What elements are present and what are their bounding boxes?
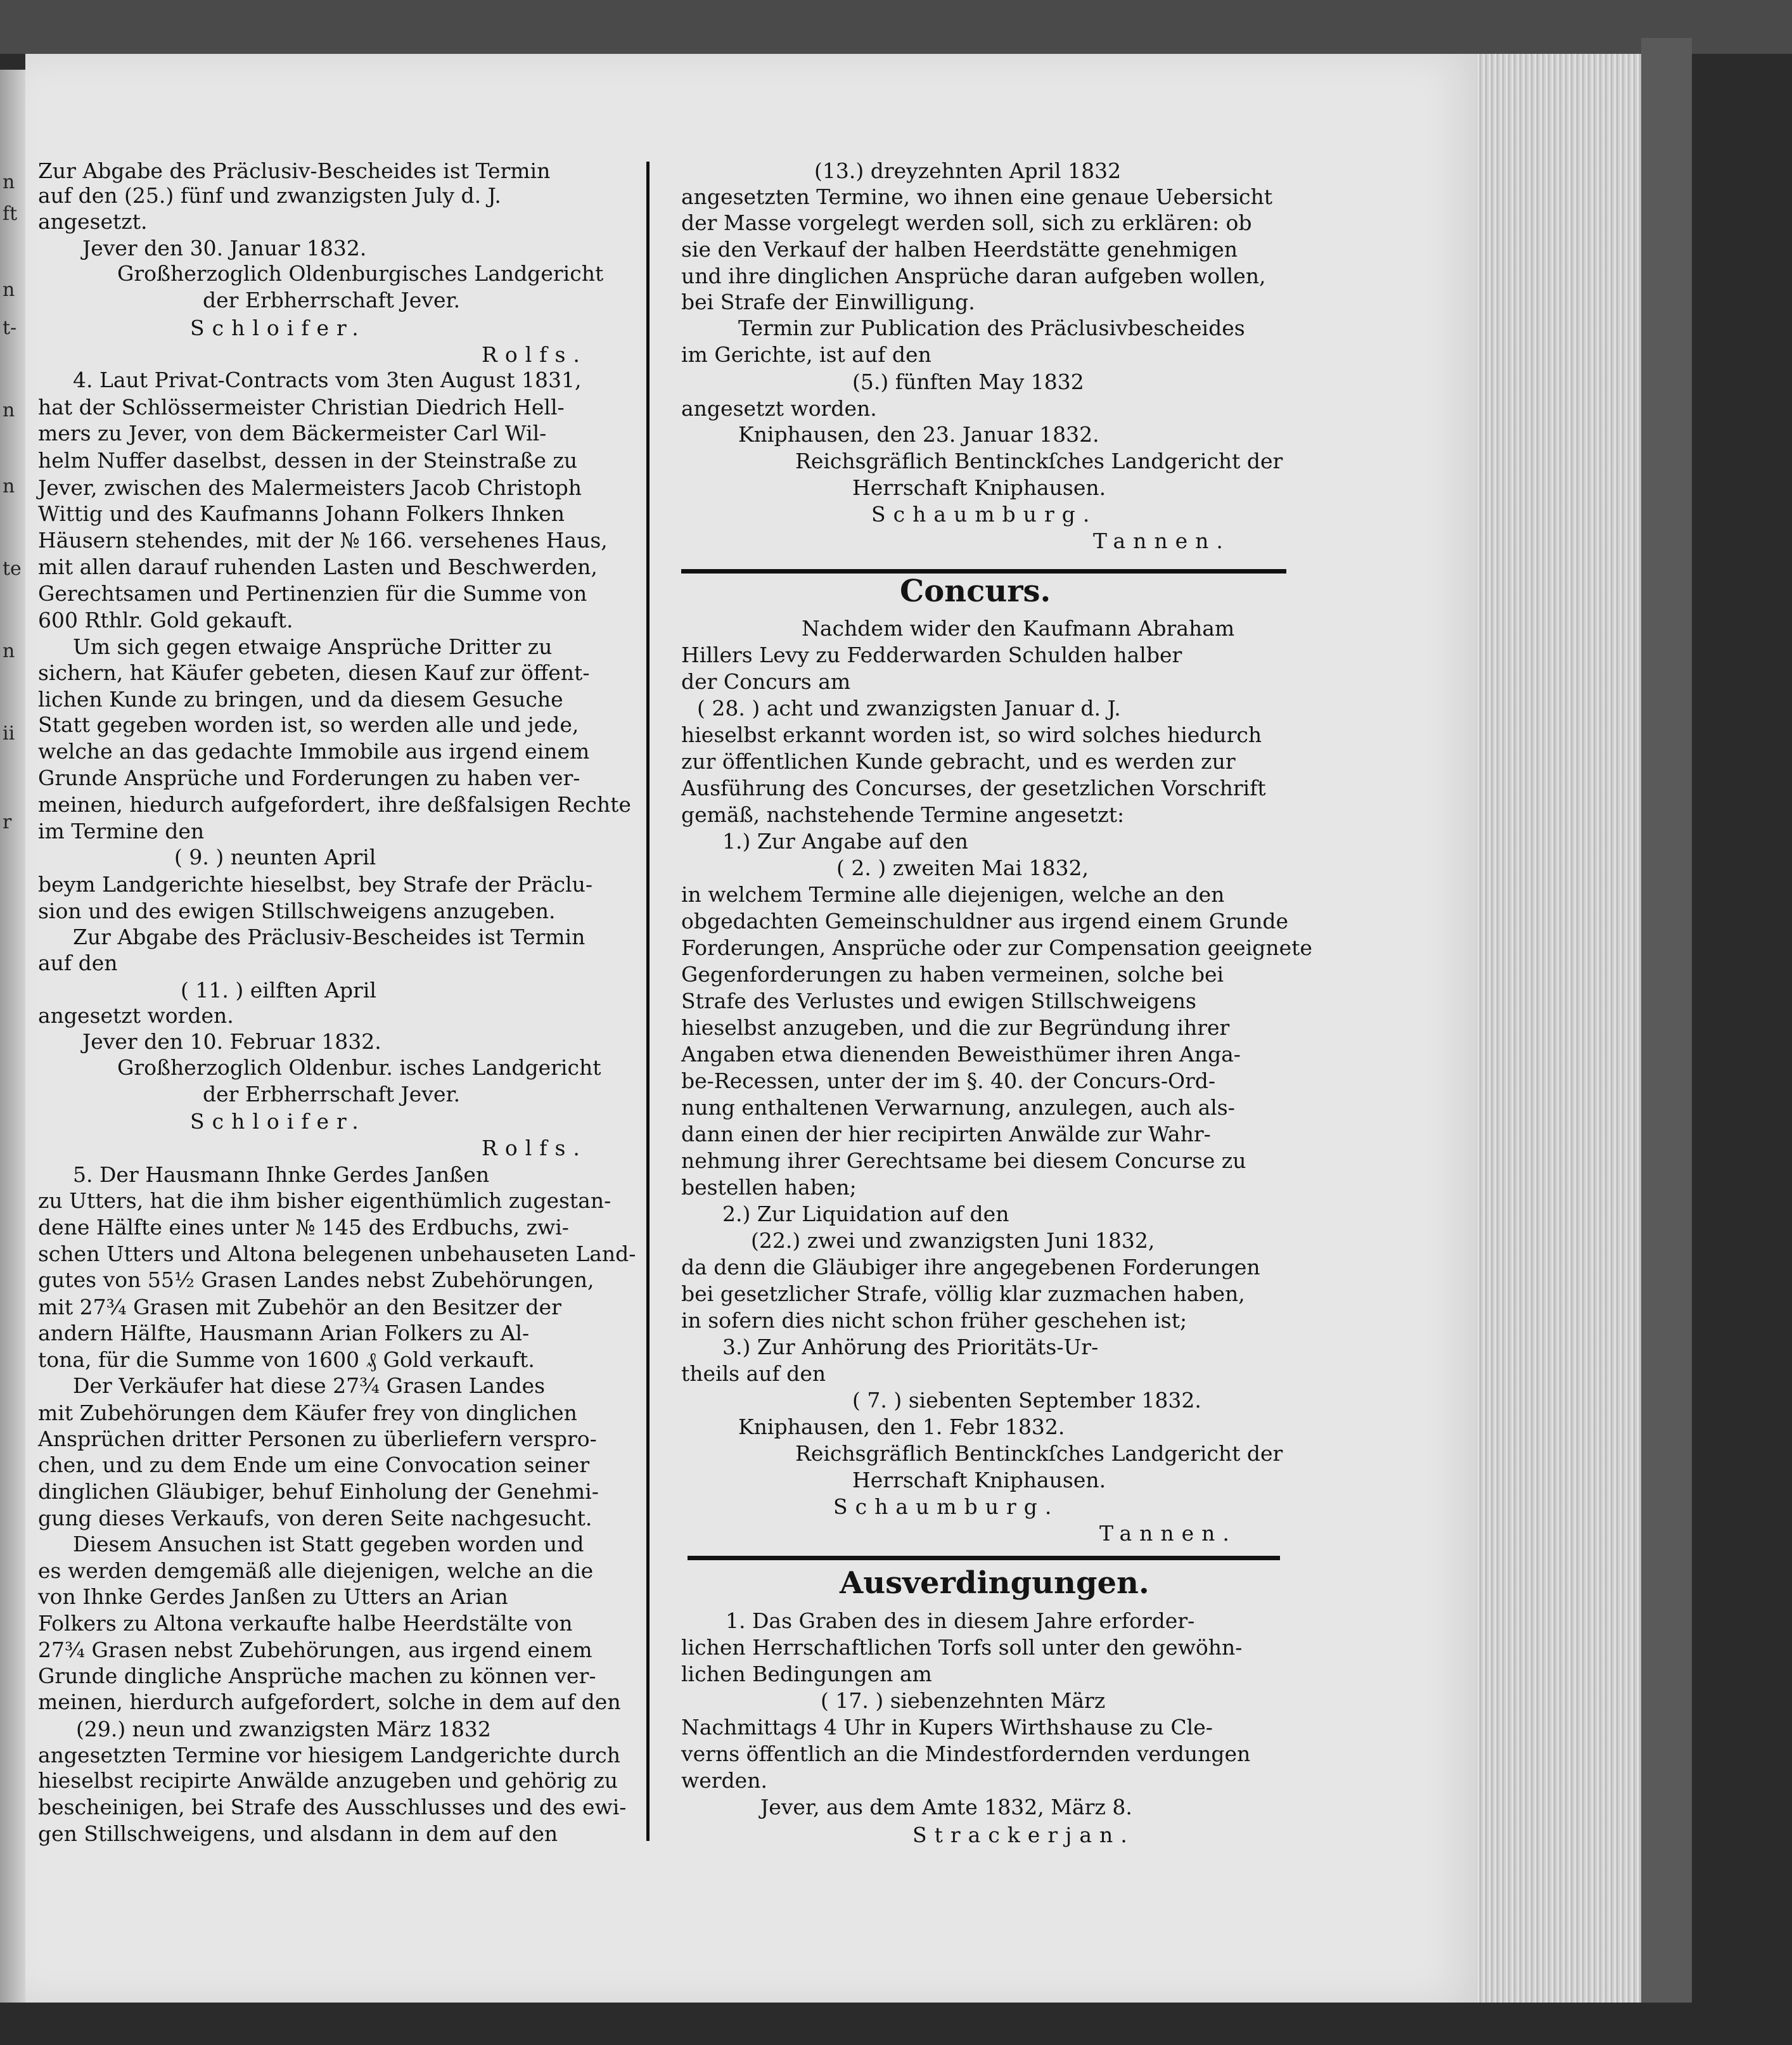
margin-fragment: te bbox=[3, 558, 22, 580]
signature: Rolfs. bbox=[482, 342, 587, 367]
text-line: 1.) Zur Angabe auf den bbox=[722, 829, 968, 854]
text-line: Angaben etwa dienenden Beweisthümer ihren Anga- bbox=[681, 1042, 1241, 1067]
margin-fragment: ft bbox=[3, 203, 18, 225]
column-divider bbox=[646, 162, 650, 1841]
page-edges bbox=[1476, 54, 1641, 2003]
text-line: mit allen darauf ruhenden Lasten und Beschwerden, bbox=[38, 555, 598, 579]
text-line: Hillers Levy zu Fedderwarden Schulden halber bbox=[681, 643, 1182, 667]
signature: Schloifer. bbox=[190, 316, 366, 340]
notice-text: Zur Abgabe des Präclusiv-Bescheides ist Termin bbox=[38, 158, 551, 183]
text-line: gutes von 55½ Grasen Landes nebst Zubehörungen, bbox=[38, 1267, 594, 1292]
text-line: (13.) dreyzehnten April 1832 bbox=[814, 158, 1122, 183]
text-line: theils auf den bbox=[681, 1361, 826, 1386]
text-line: bei Strafe der Einwilligung. bbox=[681, 290, 975, 314]
text-line: dene Hälfte eines unter № 145 des Erdbuchs, zwi- bbox=[38, 1215, 569, 1240]
text-line: der Erbherrschaft Jever. bbox=[203, 288, 461, 312]
text-line: angesetzt worden. bbox=[681, 396, 877, 421]
text-line: Grunde dingliche Ansprüche machen zu können ver- bbox=[38, 1664, 596, 1688]
section-heading: Concurs. bbox=[900, 574, 1051, 609]
text-line: dann einen der hier recipirten Anwälde zur Wahr- bbox=[681, 1122, 1211, 1146]
text-line: obgedachten Gemeinschuldner aus irgend einem Grunde bbox=[681, 909, 1289, 933]
text-line: nehmung ihrer Gerechtsame bei diesem Concurse zu bbox=[681, 1148, 1246, 1173]
text-line: angesetzt. bbox=[38, 209, 148, 234]
signature: Schaumburg. bbox=[871, 502, 1098, 527]
text-line: Kniphausen, den 1. Febr 1832. bbox=[738, 1414, 1065, 1439]
text-line: Reichsgräflich Bentinckſches Landgericht der bbox=[795, 449, 1283, 473]
text-line: 4. Laut Privat-Contracts vom 3ten August 1831, bbox=[73, 368, 582, 392]
text-line: im Termine den bbox=[38, 819, 205, 843]
text-line: schen Utters und Altona belegenen unbehauseten Land- bbox=[38, 1241, 636, 1266]
text-line: dinglichen Gläubiger, behuf Einholung der Genehmi- bbox=[38, 1479, 599, 1504]
text-line: Folkers zu Altona verkaufte halbe Heerdstälte von bbox=[38, 1611, 573, 1636]
text-line: bestellen haben; bbox=[681, 1175, 857, 1200]
text-line: es werden demgemäß alle diejenigen, welche an die bbox=[38, 1558, 594, 1583]
text-line: helm Nuffer daselbst, dessen in der Steinstraße zu bbox=[38, 448, 578, 473]
text-line: auf den (25.) fünf und zwanzigsten July d. J. bbox=[38, 183, 501, 208]
text-line: Nachdem wider den Kaufmann Abraham bbox=[802, 616, 1235, 641]
margin-fragment: n bbox=[3, 399, 15, 421]
text-line: der Concurs am bbox=[681, 669, 851, 694]
text-line: 1. Das Graben des in diesem Jahre erforder- bbox=[726, 1608, 1195, 1633]
text-line: hat der Schlössermeister Christian Diedrich Hell- bbox=[38, 395, 565, 420]
book-cover-right bbox=[1641, 38, 1692, 2003]
text-line: der Masse vorgelegt werden soll, sich zu erklären: ob bbox=[681, 210, 1252, 235]
text-line: Gerechtsamen und Pertinenzien für die Summe von bbox=[38, 581, 587, 606]
signature: Strackerjan. bbox=[912, 1823, 1135, 1847]
facing-page-edge bbox=[0, 70, 25, 2003]
text-line: angesetzten Termine vor hiesigem Landgerichte durch bbox=[38, 1743, 620, 1767]
signature: Schloifer. bbox=[190, 1109, 366, 1134]
text-line: hieselbst erkannt worden ist, so wird solches hiedurch bbox=[681, 722, 1262, 747]
section-rule bbox=[688, 1556, 1280, 1560]
text-line: welche an das gedachte Immobile aus irgend einem bbox=[38, 739, 590, 764]
text-line: Herrschaft Kniphausen. bbox=[852, 475, 1106, 500]
text-line: meinen, hierdurch aufgefordert, solche in dem auf den bbox=[38, 1689, 621, 1714]
text-line: in welchem Termine alle diejenigen, welche an den bbox=[681, 882, 1225, 907]
text-line: 600 Rthlr. Gold gekauft. bbox=[38, 608, 293, 632]
text-line: Wittig und des Kaufmanns Johann Folkers Ihnken bbox=[38, 501, 565, 526]
text-line: lichen Kunde zu bringen, und da diesem Gesuche bbox=[38, 687, 563, 712]
text-line: Ausführung des Concurses, der gesetzlichen Vorschrift bbox=[681, 776, 1266, 800]
text-line: auf den bbox=[38, 951, 118, 975]
text-line: mit Zubehörungen dem Käufer frey von dinglichen bbox=[38, 1401, 577, 1425]
text-line: (5.) fünften May 1832 bbox=[852, 369, 1084, 394]
text-line: Kniphausen, den 23. Januar 1832. bbox=[738, 422, 1099, 447]
margin-fragment: n bbox=[3, 171, 15, 193]
margin-fragment: n bbox=[3, 640, 15, 662]
text-line: Diesem Ansuchen ist Statt gegeben worden und bbox=[73, 1532, 584, 1556]
text-line: Nachmittags 4 Uhr in Kupers Wirthshause zu Cle- bbox=[681, 1715, 1213, 1740]
text-line: 3.) Zur Anhörung des Prioritäts-Ur- bbox=[722, 1335, 1099, 1359]
margin-fragment: r bbox=[3, 811, 12, 833]
text-line: 27¾ Grasen nebst Zubehörungen, aus irgend einem bbox=[38, 1638, 592, 1662]
signature: Rolfs. bbox=[482, 1136, 587, 1160]
text-line: Jever den 10. Februar 1832. bbox=[82, 1029, 381, 1054]
text-line: mit 27¾ Grasen mit Zubehör an den Besitzer der bbox=[38, 1295, 561, 1319]
text-line: gung dieses Verkaufs, von deren Seite nachgesucht. bbox=[38, 1506, 592, 1530]
text-line: zur öffentlichen Kunde gebracht, und es werden zur bbox=[681, 749, 1236, 774]
text-line: Jever, zwischen des Malermeisters Jacob Christoph bbox=[38, 475, 582, 500]
text-line: angesetzt worden. bbox=[38, 1003, 234, 1028]
text-line: hieselbst anzugeben, und die zur Begründung ihrer bbox=[681, 1015, 1230, 1040]
text-line: Zur Abgabe des Präclusiv-Bescheides ist Termin bbox=[73, 925, 586, 949]
text-line: verns öffentlich an die Mindestfordernden verdungen bbox=[681, 1741, 1251, 1766]
text-line: werden. bbox=[681, 1768, 767, 1793]
text-line: bei gesetzlicher Strafe, völlig klar zuzmachen haben, bbox=[681, 1281, 1245, 1306]
text-line: andern Hälfte, Hausmann Arian Folkers zu Al- bbox=[38, 1321, 530, 1345]
text-line: da denn die Gläubiger ihre angegebenen Forderungen bbox=[681, 1255, 1260, 1279]
text-line: von Ihnke Gerdes Janßen zu Utters an Arian bbox=[38, 1584, 508, 1609]
text-line: sie den Verkauf der halben Heerdstätte genehmigen bbox=[681, 237, 1238, 262]
text-line: der Erbherrschaft Jever. bbox=[203, 1082, 461, 1106]
text-line: Herrschaft Kniphausen. bbox=[852, 1468, 1106, 1492]
text-line: gen Stillschweigens, und alsdann in dem auf den bbox=[38, 1821, 558, 1846]
text-line: mers zu Jever, von dem Bäckermeister Carl Wil- bbox=[38, 421, 547, 446]
text-line: (22.) zwei und zwanzigsten Juni 1832, bbox=[751, 1228, 1155, 1253]
text-line: Statt gegeben worden ist, so werden alle und jede, bbox=[38, 712, 579, 737]
text-line: zu Utters, hat die ihm bisher eigenthümlich zugestan- bbox=[38, 1188, 611, 1213]
text-line: im Gerichte, ist auf den bbox=[681, 342, 931, 367]
text-line: Ansprüchen dritter Personen zu überliefern verspro- bbox=[38, 1426, 597, 1451]
text-line: (29.) neun und zwanzigsten März 1832 bbox=[76, 1717, 491, 1741]
text-line: Jever, aus dem Amte 1832, März 8. bbox=[760, 1795, 1132, 1819]
text-line: 2.) Zur Liquidation auf den bbox=[722, 1202, 1009, 1226]
text-line: angesetzten Termine, wo ihnen eine genaue Uebersicht bbox=[681, 184, 1272, 209]
text-line: Forderungen, Ansprüche oder zur Compensation geeignete bbox=[681, 935, 1312, 960]
text-line: ( 17. ) siebenzehnten März bbox=[821, 1688, 1106, 1713]
text-line: lichen Bedingungen am bbox=[681, 1662, 932, 1686]
section-heading: Ausverdingungen. bbox=[840, 1565, 1149, 1601]
text-line: Der Verkäufer hat diese 27¾ Grasen Landes bbox=[73, 1373, 546, 1398]
text-line: 5. Der Hausmann Ihnke Gerdes Janßen bbox=[73, 1162, 490, 1187]
margin-fragment: n bbox=[3, 475, 15, 497]
text-line: Termin zur Publication des Präclusivbescheides bbox=[738, 316, 1245, 340]
text-line: gemäß, nachstehende Termine angesetzt: bbox=[681, 802, 1125, 827]
signature: Tannen. bbox=[1099, 1521, 1237, 1546]
text-line: Häusern stehendes, mit der № 166. versehenes Haus, bbox=[38, 528, 608, 553]
text-line: Grunde Ansprüche und Forderungen zu haben ver- bbox=[38, 766, 580, 790]
text-line: Strafe des Verlustes und ewigen Stillschweigens bbox=[681, 989, 1196, 1013]
text-line: lichen Herrschaftlichen Torfs soll unter den gewöhn- bbox=[681, 1635, 1243, 1660]
text-line: ( 2. ) zweiten Mai 1832, bbox=[836, 856, 1089, 880]
margin-fragment: ii bbox=[3, 722, 15, 745]
text-line: bescheinigen, bei Strafe des Ausschlusses und des ewi- bbox=[38, 1795, 627, 1819]
text-line: meinen, hiedurch aufgefordert, ihre deßfalsigen Rechte bbox=[38, 792, 631, 817]
text-line: und ihre dinglichen Ansprüche daran aufgeben wollen, bbox=[681, 264, 1266, 288]
text-line: be-Recessen, unter der im §. 40. der Concurs-Ord- bbox=[681, 1068, 1216, 1093]
court-name: Großherzoglich Oldenburgisches Landgericht bbox=[117, 261, 604, 286]
text-line: ( 28. ) acht und zwanzigsten Januar d. J. bbox=[697, 696, 1121, 721]
book-cover-top bbox=[0, 0, 1792, 54]
text-line: Großherzoglich Oldenbur. isches Landgericht bbox=[117, 1055, 601, 1080]
signature: Schaumburg. bbox=[833, 1494, 1059, 1519]
margin-fragment: n bbox=[3, 279, 15, 301]
text-line: in sofern dies nicht schon früher geschehen ist; bbox=[681, 1308, 1187, 1333]
text-line: sichern, hat Käufer gebeten, diesen Kauf zur öffent- bbox=[38, 660, 590, 685]
signature: Tannen. bbox=[1093, 529, 1231, 553]
text-line: Jever den 30. Januar 1832. bbox=[82, 236, 367, 260]
text-line: tona, für die Summe von 1600 ₰ Gold verkauft. bbox=[38, 1347, 535, 1372]
section-rule bbox=[681, 569, 1286, 574]
text-line: hieselbst recipirte Anwälde anzugeben und gehörig zu bbox=[38, 1768, 618, 1793]
text-line: chen, und zu dem Ende um eine Convocation seiner bbox=[38, 1452, 590, 1477]
text-line: ( 11. ) eilften April bbox=[181, 978, 376, 1003]
text-line: nung enthaltenen Verwarnung, anzulegen, auch als- bbox=[681, 1095, 1235, 1120]
text-line: beym Landgerichte hieselbst, bey Strafe der Präclu- bbox=[38, 872, 593, 897]
text-line: ( 7. ) siebenten September 1832. bbox=[852, 1388, 1201, 1413]
text-line: Gegenforderungen zu haben vermeinen, solche bei bbox=[681, 962, 1224, 987]
margin-fragment: t- bbox=[3, 317, 17, 339]
text-line: Reichsgräflich Bentinckſches Landgericht der bbox=[795, 1441, 1283, 1466]
text-line: ( 9. ) neunten April bbox=[174, 845, 376, 869]
text-line: Um sich gegen etwaige Ansprüche Dritter zu bbox=[73, 634, 553, 659]
text-line: sion und des ewigen Stillschweigens anzugeben. bbox=[38, 899, 556, 923]
